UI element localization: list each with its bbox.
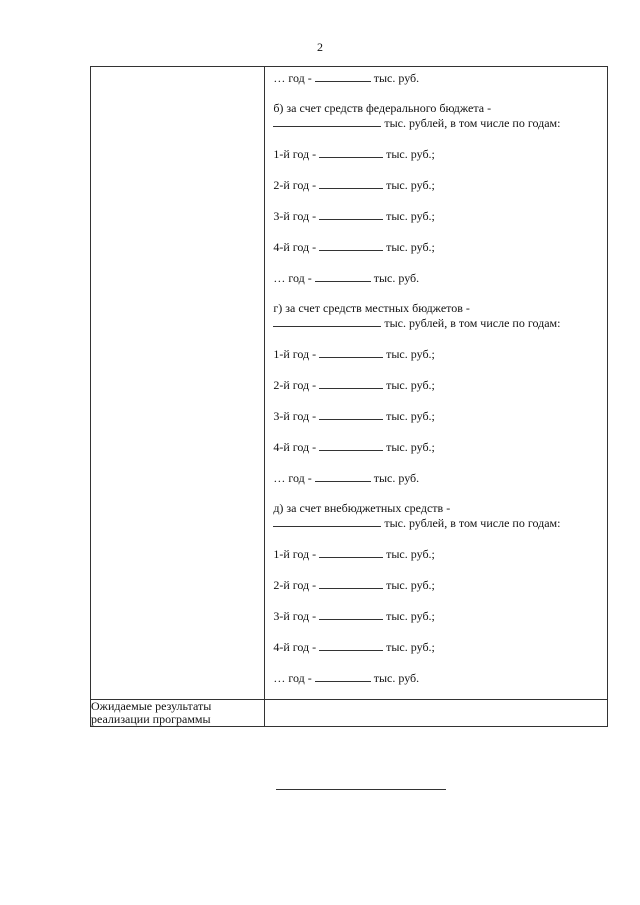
results-label-cell [91, 700, 265, 727]
amount-blank[interactable] [319, 239, 383, 251]
funding-year-line [273, 270, 601, 285]
funding-row [91, 67, 608, 700]
line-gap [273, 285, 601, 301]
results-row [91, 700, 608, 727]
amount-blank[interactable] [319, 177, 383, 189]
amount-blank[interactable] [319, 146, 383, 158]
year-label: 1-й год - [273, 547, 320, 561]
funding-total-line [273, 315, 601, 330]
unit-label: тыс. руб.; [383, 640, 435, 654]
funding-value-cell [265, 67, 608, 700]
funding-year-line [273, 408, 601, 423]
year-label: … год - [273, 471, 315, 485]
funding-year-line [273, 670, 601, 685]
year-label: … год - [273, 671, 315, 685]
unit-label: тыс. руб.; [383, 378, 435, 392]
unit-label: тыс. руб. [370, 271, 420, 285]
year-label: 4-й год - [273, 440, 320, 454]
amount-blank[interactable] [319, 408, 383, 420]
funding-total-line [273, 515, 601, 530]
funding-source-text: д) за счет внебюджетных средств - [273, 501, 451, 515]
amount-blank[interactable] [319, 439, 383, 451]
amount-blank[interactable] [319, 377, 383, 389]
page-number: 2 [317, 40, 323, 54]
amount-blank[interactable] [319, 608, 383, 620]
amount-blank[interactable] [273, 515, 381, 527]
line-gap [273, 392, 601, 408]
unit-label: тыс. руб.; [383, 209, 435, 223]
funding-year-line [273, 346, 601, 361]
unit-label: тыс. руб. [370, 471, 420, 485]
year-label: 2-й год - [273, 378, 320, 392]
year-label: 2-й год - [273, 178, 320, 192]
line-gap [273, 161, 601, 177]
line-gap [273, 623, 601, 639]
amount-blank[interactable] [273, 115, 381, 127]
unit-label: тыс. руб.; [383, 547, 435, 561]
funding-lines [265, 67, 607, 685]
amount-blank[interactable] [319, 639, 383, 651]
funding-source-heading [273, 101, 601, 115]
unit-label: тыс. руб.; [383, 240, 435, 254]
year-label: 1-й год - [273, 147, 320, 161]
unit-label: тыс. рублей, в том числе по годам: [381, 316, 561, 330]
year-label: 3-й год - [273, 609, 320, 623]
amount-blank[interactable] [319, 346, 383, 358]
funding-year-line [273, 577, 601, 592]
unit-label: тыс. руб.; [383, 178, 435, 192]
funding-year-line [273, 208, 601, 223]
funding-year-line [273, 146, 601, 161]
amount-blank[interactable] [315, 270, 371, 282]
amount-blank[interactable] [315, 70, 371, 82]
unit-label: тыс. руб.; [383, 440, 435, 454]
funding-label-cell [91, 67, 265, 700]
results-value-cell[interactable] [265, 700, 608, 727]
line-gap [273, 330, 601, 346]
year-label: 4-й год - [273, 240, 320, 254]
funding-year-line [273, 177, 601, 192]
funding-source-heading [273, 301, 601, 315]
amount-blank[interactable] [319, 546, 383, 558]
amount-blank[interactable] [315, 670, 371, 682]
line-gap [273, 592, 601, 608]
line-gap [273, 561, 601, 577]
unit-label: тыс. руб.; [383, 409, 435, 423]
unit-label: тыс. руб.; [383, 147, 435, 161]
funding-year-line [273, 70, 601, 85]
funding-year-line [273, 377, 601, 392]
year-label: 3-й год - [273, 209, 320, 223]
funding-year-line [273, 546, 601, 561]
unit-label: тыс. рублей, в том числе по годам: [381, 516, 561, 530]
line-gap [273, 130, 601, 146]
funding-year-line [273, 639, 601, 654]
line-gap [273, 485, 601, 501]
funding-source-text: г) за счет средств местных бюджетов - [273, 301, 470, 315]
line-gap [273, 192, 601, 208]
line-gap [273, 85, 601, 101]
line-gap [273, 223, 601, 239]
line-gap [273, 423, 601, 439]
line-gap [273, 530, 601, 546]
amount-blank[interactable] [319, 208, 383, 220]
unit-label: тыс. руб. [370, 671, 420, 685]
line-gap [273, 361, 601, 377]
year-label: 4-й год - [273, 640, 320, 654]
year-label: 1-й год - [273, 347, 320, 361]
funding-year-line [273, 439, 601, 454]
year-label: 3-й год - [273, 409, 320, 423]
year-label: 2-й год - [273, 578, 320, 592]
line-gap [273, 654, 601, 670]
year-label: … год - [273, 71, 315, 85]
closing-line [276, 789, 446, 790]
funding-year-line [273, 608, 601, 623]
amount-blank[interactable] [319, 577, 383, 589]
funding-year-line [273, 470, 601, 485]
results-label-line2: реализации программы [91, 712, 211, 726]
amount-blank[interactable] [273, 315, 381, 327]
funding-source-heading [273, 501, 601, 515]
amount-blank[interactable] [315, 470, 371, 482]
results-label-line1: Ожидаемые результаты [91, 699, 212, 713]
unit-label: тыс. руб.; [383, 578, 435, 592]
line-gap [273, 454, 601, 470]
line-gap [273, 254, 601, 270]
unit-label: тыс. руб.; [383, 609, 435, 623]
unit-label: тыс. рублей, в том числе по годам: [381, 116, 561, 130]
unit-label: тыс. руб. [370, 71, 420, 85]
program-passport-table [90, 66, 608, 727]
funding-source-text: б) за счет средств федерального бюджета - [273, 101, 492, 115]
year-label: … год - [273, 271, 315, 285]
unit-label: тыс. руб.; [383, 347, 435, 361]
funding-total-line [273, 115, 601, 130]
funding-year-line [273, 239, 601, 254]
